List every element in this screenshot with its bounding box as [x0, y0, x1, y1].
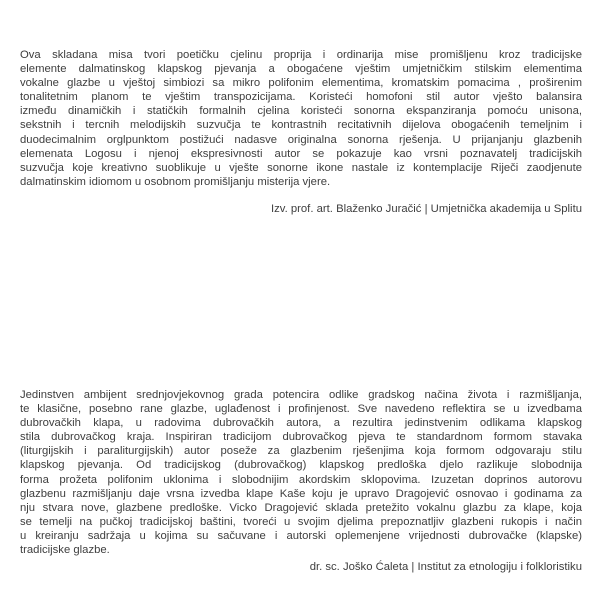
- paragraph-line: nju stvara nove, glazbene predloške. Vicko Dragojević sklada pretežito vokalnu glazbu za klape, koja: [20, 501, 582, 514]
- attribution-caleta: dr. sc. Joško Ćaleta | Institut za etnologiju i folkloristiku: [309, 561, 582, 573]
- paragraph-line: sekstnih i tercnih melodijskih suzvučja te kontrastnih recitativnih dijelova obogaćenih temeljnim i: [20, 119, 582, 132]
- paragraph-line: elemente dalmatinskog klapskog pjevanja a obogaćene vještim umjetničkim stilskim elementima: [20, 63, 582, 76]
- paragraph-line: Ova skladana misa tvori poetičku cjelinu proprija i ordinarija mise promišljenu kroz tradicijske: [20, 49, 582, 61]
- paragraph-line: forma prožeta polifonim uklonima i slobodnijim akordskim sklopovima. Izuzetan doprinos autorovu: [20, 473, 582, 486]
- paragraph-line: (liturgijskih i paraliturgijskih) autor poseže za glazbenim rješenjima koja formom odgovaraju stilu: [20, 445, 582, 458]
- paragraph-line: stila dubrovačkog kraja. Inspiriran tradicijom dubrovačkog pjeva te standardnom formom stavaka: [20, 431, 582, 444]
- paragraph-line: se temelji na pučkoj tradicijskoj baštini, tvoreći u svojim djelima prepoznatljiv glazbeni rukopis i način: [20, 515, 582, 528]
- paragraph-line: tradicijske glazbe.: [20, 544, 110, 557]
- review-paragraph-juracic: [20, 48, 582, 189]
- paragraph-line: duodecimalnim orglpunktom postižući nadasve originalna sonorna rješenja. U prijanjanju glazbenih: [20, 133, 582, 146]
- paragraph-line: u kreiranju sadržaja u kojima su sačuvane i autorski oplemenjene vrijednosti dubrovačke (klapske): [20, 529, 582, 542]
- paragraph-line: vokalne glazbe u vještoj simbiozi sa mikro polifonim elementima, kromatskim pomacima , proširenim: [20, 77, 582, 90]
- paragraph-line: dalmatinskim idiomom u osobnom promišljanju misterija vjere.: [20, 175, 331, 188]
- paragraph-line: između dinamičkih i statičkih formalnih cjelina koristeći sonorna ekspanziranja pomoću unisona,: [20, 105, 582, 118]
- review-paragraph-caleta: [20, 388, 582, 557]
- paragraph-line: suzvučja koje kreativno suoblikuje u vješte sonorne ikone nastale iz kontemplacije Riječi zaodjenute: [20, 161, 582, 174]
- paragraph-line: glazbenu razmišljanju daje vrsna izvedba klape Kaše koju je upravo Dragojević osnovao i godinama za: [20, 487, 582, 500]
- paragraph-line: elemenata Logosu i njenoj ekspresivnosti autor se pokazuje kao vrsni poznavatelj tradicijskih: [20, 147, 582, 160]
- paragraph-line: Jedinstven ambijent srednjovjekovnog grada potencira odlike gradskog načina života i razmišljanja,: [20, 389, 582, 401]
- paragraph-line: te klasične, posebno rane glazbe, uglađenost i profinjenost. Sve navedeno reflektira se u izvedbama: [20, 403, 582, 416]
- paragraph-line: klapskog pjevanja. Od tradicijskog (dubrovačkog) klapskog predloška djelo razlikuje slobodnija: [20, 459, 582, 472]
- attribution-juracic: Izv. prof. art. Blaženko Juračić | Umjetnička akademija u Splitu: [270, 203, 582, 215]
- paragraph-line: tonalitetnim planom te vještim transpozicijama. Koristeći homofoni stil autor vješto balansira: [20, 91, 582, 104]
- paragraph-line: dubrovačkih klapa, u radovima dubrovačkih autora, a rezultira jedinstvenim odlikama klapskog: [20, 417, 582, 430]
